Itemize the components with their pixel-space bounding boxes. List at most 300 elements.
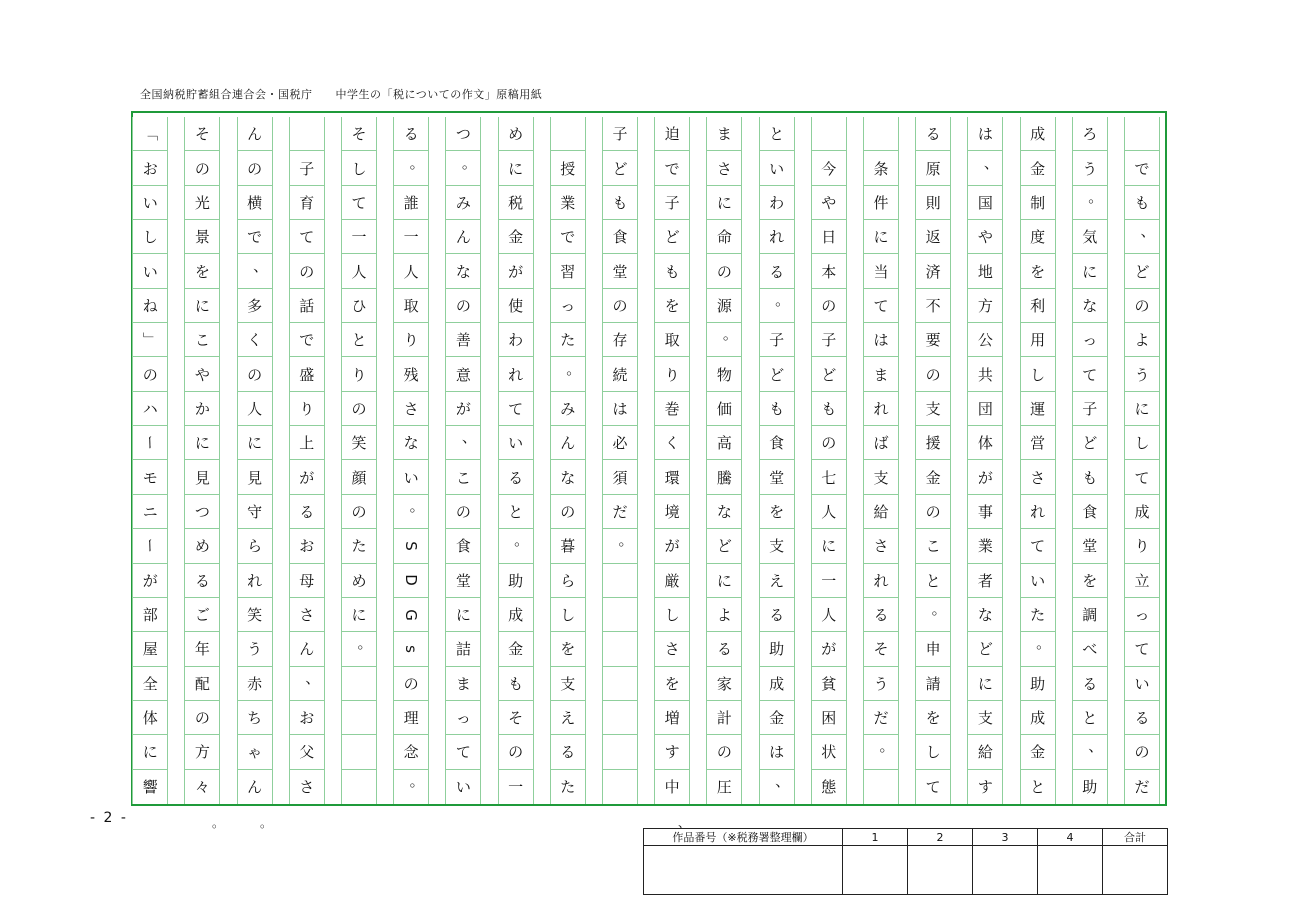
grid-char: 、	[1088, 737, 1104, 756]
grid-cell	[603, 632, 637, 666]
grid-cell	[551, 598, 585, 632]
grid-char: る	[769, 606, 785, 625]
grid-cell	[238, 667, 272, 701]
grid-char: え	[769, 571, 785, 590]
grid-char: た	[560, 331, 576, 350]
grid-char: も	[612, 193, 628, 212]
grid-char: 必	[612, 434, 628, 453]
grid-char: モ	[142, 468, 158, 487]
grid-cell	[812, 357, 846, 391]
grid-cell	[968, 667, 1002, 701]
grid-char: に	[716, 193, 732, 212]
grid-char: た	[560, 778, 576, 797]
grid-char: に	[977, 674, 993, 693]
grid-char: 一	[351, 228, 367, 247]
grid-cell	[864, 770, 898, 804]
grid-char: の	[299, 262, 315, 281]
grid-cell	[1125, 289, 1159, 323]
grid-char: も	[1134, 193, 1150, 212]
grid-cell	[812, 426, 846, 460]
grid-char: 存	[612, 331, 628, 350]
grid-cell	[238, 254, 272, 288]
grid-char: の	[455, 503, 471, 522]
grid-char: つ	[194, 503, 210, 522]
grid-char: で	[664, 159, 680, 178]
grid-char: ど	[821, 365, 837, 384]
grid-char: こ	[194, 331, 210, 350]
grid-char: 赤	[247, 674, 263, 693]
grid-cell	[342, 426, 376, 460]
grid-char: 一	[403, 228, 419, 247]
grid-char: の	[716, 743, 732, 762]
grid-cell	[133, 667, 167, 701]
grid-cell	[185, 701, 219, 735]
manuscript-grid	[131, 111, 1167, 806]
grid-char: 支	[977, 709, 993, 728]
grid-char: を	[1030, 262, 1046, 281]
grid-char: 暮	[560, 537, 576, 556]
grid-cell	[1073, 735, 1107, 769]
grid-cell	[707, 667, 741, 701]
grid-char: ね	[142, 296, 158, 315]
grid-char: の	[247, 159, 263, 178]
grid-char: 公	[977, 331, 993, 350]
grid-cell	[133, 632, 167, 666]
grid-cell	[655, 392, 689, 426]
grid-char: 助	[1030, 674, 1046, 693]
grid-cell	[446, 529, 480, 563]
grid-char: 体	[977, 434, 993, 453]
grid-char: 子	[1082, 399, 1098, 418]
grid-char: く	[247, 331, 263, 350]
grid-cell	[290, 426, 324, 460]
grid-cell	[655, 529, 689, 563]
grid-char: し	[142, 228, 158, 247]
grid-char: の	[194, 159, 210, 178]
grid-char: 盛	[299, 365, 315, 384]
grid-cell	[394, 529, 428, 563]
grid-cell	[394, 701, 428, 735]
grid-char: S	[402, 541, 421, 551]
grid-char: が	[455, 399, 471, 418]
grid-char: ん	[247, 125, 263, 144]
grid-char: っ	[1134, 606, 1150, 625]
grid-char: い	[1134, 674, 1150, 693]
grid-char: 詰	[455, 640, 471, 659]
grid-char: ん	[560, 434, 576, 453]
grid-char: て	[1082, 365, 1098, 384]
grid-char: 続	[612, 365, 628, 384]
grid-cell	[290, 357, 324, 391]
grid-cell	[864, 117, 898, 151]
grid-cell	[1021, 151, 1055, 185]
grid-char: に	[142, 743, 158, 762]
grid-char: の	[455, 296, 471, 315]
grid-cell	[551, 564, 585, 598]
grid-char: の	[925, 365, 941, 384]
grid-char: ど	[716, 537, 732, 556]
grid-char: 増	[664, 709, 680, 728]
grid-char: 金	[508, 640, 524, 659]
grid-cell	[707, 735, 741, 769]
grid-char: る	[1082, 674, 1098, 693]
grid-char: 当	[873, 262, 889, 281]
grid-char: 件	[873, 193, 889, 212]
grid-char: 済	[925, 262, 941, 281]
grid-cell	[760, 564, 794, 598]
grid-cell	[551, 461, 585, 495]
grid-char: う	[247, 640, 263, 659]
grid-char: と	[769, 125, 785, 144]
grid-char: お	[299, 537, 315, 556]
grid-char: 、	[983, 153, 999, 172]
grid-cell	[133, 323, 167, 357]
grid-cell	[499, 254, 533, 288]
grid-char: 々	[194, 778, 210, 797]
grid-cell	[185, 667, 219, 701]
grid-char: 環	[664, 468, 680, 487]
grid-cell	[446, 735, 480, 769]
grid-cell	[707, 186, 741, 220]
grid-cell	[1125, 426, 1159, 460]
grid-char: 配	[194, 674, 210, 693]
grid-cell	[864, 186, 898, 220]
manuscript-column	[863, 117, 899, 804]
grid-char: 全	[142, 674, 158, 693]
grid-cell	[655, 151, 689, 185]
grid-char: 子	[821, 331, 837, 350]
grid-char: れ	[769, 228, 785, 247]
grid-cell	[968, 392, 1002, 426]
grid-char: 一	[508, 778, 524, 797]
grid-char: 原	[925, 159, 941, 178]
grid-char: た	[351, 537, 367, 556]
grid-cell	[603, 667, 637, 701]
grid-cell	[551, 186, 585, 220]
grid-char: を	[560, 640, 576, 659]
grid-cell	[185, 323, 219, 357]
grid-cell	[342, 254, 376, 288]
grid-cell	[864, 151, 898, 185]
grid-char: 源	[716, 296, 732, 315]
grid-cell	[1021, 426, 1055, 460]
grid-cell	[1021, 323, 1055, 357]
grid-cell	[655, 117, 689, 151]
grid-cell	[394, 323, 428, 357]
grid-cell	[916, 426, 950, 460]
grid-char: ニ	[142, 503, 158, 522]
grid-cell	[342, 186, 376, 220]
work-number-cell[interactable]	[644, 846, 843, 895]
grid-char: が	[664, 537, 680, 556]
grid-char: れ	[873, 399, 889, 418]
grid-char: 給	[977, 743, 993, 762]
grid-cell	[864, 667, 898, 701]
work-number-table	[643, 828, 1168, 895]
grid-char: 。	[409, 497, 425, 516]
grid-char: 業	[560, 193, 576, 212]
grid-cell	[499, 151, 533, 185]
grid-char: 子	[769, 331, 785, 350]
grid-char: 今	[821, 159, 837, 178]
grid-cell	[603, 186, 637, 220]
grid-char: の	[821, 296, 837, 315]
grid-char: ご	[194, 606, 210, 625]
grid-cell	[342, 598, 376, 632]
grid-char: 金	[1030, 159, 1046, 178]
grid-char: よ	[716, 606, 732, 625]
grid-char: な	[560, 468, 576, 487]
grid-cell	[968, 186, 1002, 220]
grid-char: 、	[253, 256, 269, 275]
grid-cell	[707, 426, 741, 460]
grid-cell	[603, 461, 637, 495]
grid-char: 迫	[664, 125, 680, 144]
grid-cell	[185, 495, 219, 529]
grid-char: い	[508, 434, 524, 453]
grid-cell	[499, 461, 533, 495]
grid-cell	[551, 289, 585, 323]
grid-cell	[1021, 186, 1055, 220]
grid-cell	[760, 117, 794, 151]
grid-cell	[1073, 392, 1107, 426]
grid-char: 横	[247, 193, 263, 212]
grid-cell	[551, 770, 585, 804]
grid-cell	[238, 495, 272, 529]
grid-cell	[133, 426, 167, 460]
grid-char: ど	[977, 640, 993, 659]
grid-char: る	[560, 743, 576, 762]
grid-char: 則	[925, 193, 941, 212]
grid-char: 本	[821, 262, 837, 281]
grid-char: よ	[1134, 331, 1150, 350]
manuscript-column	[289, 117, 325, 804]
grid-cell	[812, 495, 846, 529]
grid-cell	[864, 529, 898, 563]
grid-cell	[707, 151, 741, 185]
grid-char: 困	[821, 709, 837, 728]
grid-cell	[760, 357, 794, 391]
grid-cell	[1021, 735, 1055, 769]
score-cell-2[interactable]	[908, 846, 973, 895]
grid-char: 人	[351, 262, 367, 281]
grid-cell	[499, 632, 533, 666]
grid-char: 成	[1030, 709, 1046, 728]
grid-char: 父	[299, 743, 315, 762]
grid-cell	[446, 770, 480, 804]
grid-cell	[1021, 564, 1055, 598]
grid-char: ど	[1134, 262, 1150, 281]
grid-cell	[1125, 357, 1159, 391]
grid-char: の	[1134, 296, 1150, 315]
grid-char: 習	[560, 262, 576, 281]
grid-char: く	[664, 434, 680, 453]
score-cell-4[interactable]	[1038, 846, 1103, 895]
grid-cell	[290, 289, 324, 323]
grid-cell	[238, 598, 272, 632]
grid-cell	[864, 598, 898, 632]
grid-char: い	[769, 159, 785, 178]
grid-cell	[446, 701, 480, 735]
grid-cell	[864, 461, 898, 495]
manuscript-column	[967, 117, 1003, 804]
grid-char: 笑	[247, 606, 263, 625]
grid-cell	[1125, 770, 1159, 804]
grid-cell	[238, 564, 272, 598]
grid-char: お	[142, 159, 158, 178]
grid-cell	[551, 529, 585, 563]
grid-char: や	[821, 193, 837, 212]
total-cell[interactable]	[1103, 846, 1168, 895]
grid-char: べ	[1082, 640, 1098, 659]
grid-char: 堂	[1082, 537, 1098, 556]
grid-cell	[916, 289, 950, 323]
grid-char: い	[403, 468, 419, 487]
grid-cell	[1073, 289, 1107, 323]
grid-cell	[290, 735, 324, 769]
score-cell-3[interactable]	[973, 846, 1038, 895]
grid-cell	[812, 392, 846, 426]
grid-char: 母	[299, 571, 315, 590]
grid-char: に	[194, 434, 210, 453]
grid-cell	[342, 461, 376, 495]
grid-char: に	[873, 228, 889, 247]
grid-cell	[864, 323, 898, 357]
grid-char: に	[455, 606, 471, 625]
grid-cell	[760, 770, 794, 804]
grid-cell	[1021, 461, 1055, 495]
grid-cell	[551, 357, 585, 391]
grid-char: 光	[194, 193, 210, 212]
grid-char: 利	[1030, 296, 1046, 315]
grid-cell	[760, 220, 794, 254]
grid-cell	[864, 564, 898, 598]
grid-cell	[290, 632, 324, 666]
grid-cell	[968, 357, 1002, 391]
grid-char: 家	[716, 674, 732, 693]
grid-cell	[655, 495, 689, 529]
grid-char: し	[560, 606, 576, 625]
grid-cell	[499, 529, 533, 563]
grid-char: 食	[1082, 503, 1098, 522]
grid-cell	[1073, 323, 1107, 357]
grid-cell	[1073, 667, 1107, 701]
grid-char: 響	[142, 778, 158, 797]
grid-cell	[185, 529, 219, 563]
grid-char: に	[194, 296, 210, 315]
grid-cell	[1021, 254, 1055, 288]
grid-cell	[499, 598, 533, 632]
score-header-2: 2	[908, 829, 973, 846]
manuscript-column	[654, 117, 690, 804]
grid-char: な	[1082, 296, 1098, 315]
score-cell-1[interactable]	[843, 846, 908, 895]
grid-char: s	[402, 645, 421, 653]
grid-cell	[342, 735, 376, 769]
grid-char: 巻	[664, 399, 680, 418]
grid-cell	[290, 529, 324, 563]
grid-cell	[499, 323, 533, 357]
grid-cell	[551, 151, 585, 185]
grid-char: の	[194, 709, 210, 728]
grid-char: し	[925, 743, 941, 762]
grid-char: し	[1134, 434, 1150, 453]
grid-cell	[133, 598, 167, 632]
grid-cell	[499, 667, 533, 701]
grid-char: 営	[1030, 434, 1046, 453]
grid-char: 要	[925, 331, 941, 350]
grid-char: う	[1082, 159, 1098, 178]
grid-cell	[968, 770, 1002, 804]
manuscript-column	[602, 117, 638, 804]
grid-cell	[916, 117, 950, 151]
grid-cell	[342, 151, 376, 185]
grid-cell	[499, 735, 533, 769]
grid-char: 子	[664, 193, 680, 212]
grid-cell	[342, 357, 376, 391]
grid-char: の	[925, 503, 941, 522]
grid-cell	[916, 392, 950, 426]
grid-cell	[812, 667, 846, 701]
grid-cell	[968, 289, 1002, 323]
grid-char: る	[1134, 709, 1150, 728]
grid-char: も	[664, 262, 680, 281]
grid-cell	[760, 289, 794, 323]
grid-char: そ	[508, 709, 524, 728]
grid-char: 堂	[612, 262, 628, 281]
grid-char: 。	[931, 600, 947, 619]
grid-cell	[603, 392, 637, 426]
grid-char: る	[769, 262, 785, 281]
grid-char: な	[977, 606, 993, 625]
grid-cell	[1125, 564, 1159, 598]
grid-char: 境	[664, 503, 680, 522]
grid-char: 。	[566, 359, 582, 378]
grid-char: 取	[664, 331, 680, 350]
grid-char: に	[1134, 399, 1150, 418]
grid-cell	[238, 117, 272, 151]
grid-char: を	[769, 503, 785, 522]
grid-char: め	[508, 125, 524, 144]
grid-char: り	[351, 365, 367, 384]
grid-cell	[812, 770, 846, 804]
grid-char: を	[925, 709, 941, 728]
grid-cell	[1125, 392, 1159, 426]
grid-char: 制	[1030, 193, 1046, 212]
grid-char: 。	[514, 531, 530, 550]
grid-cell	[655, 598, 689, 632]
grid-cell	[238, 357, 272, 391]
grid-char: 年	[194, 640, 210, 659]
grid-cell	[707, 529, 741, 563]
grid-char: 気	[1082, 228, 1098, 247]
grid-cell	[185, 151, 219, 185]
grid-char: 。	[722, 325, 738, 344]
grid-cell	[185, 117, 219, 151]
grid-cell	[1073, 598, 1107, 632]
grid-cell	[499, 564, 533, 598]
grid-cell	[394, 151, 428, 185]
grid-char: 支	[925, 399, 941, 418]
grid-cell	[812, 117, 846, 151]
grid-cell	[551, 735, 585, 769]
grid-char: や	[977, 228, 993, 247]
grid-char: 命	[716, 228, 732, 247]
grid-cell	[760, 495, 794, 529]
grid-cell	[133, 461, 167, 495]
grid-char: さ	[716, 159, 732, 178]
grid-cell	[864, 254, 898, 288]
